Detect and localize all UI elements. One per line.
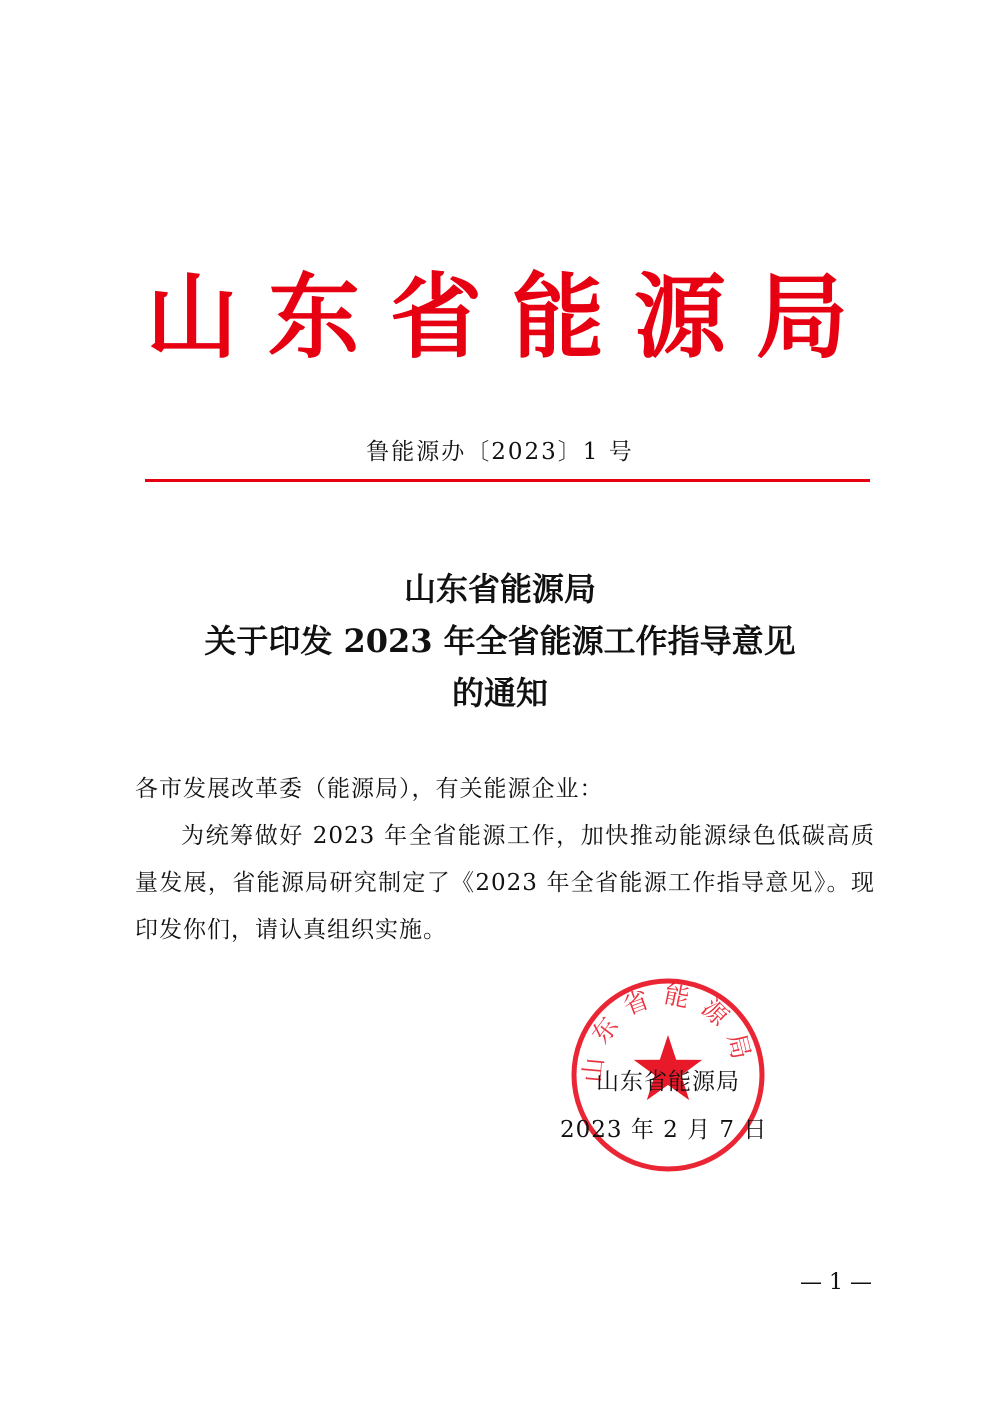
- signature-block: [560, 1058, 790, 1154]
- signature-date: 2023 年 2 月 7 日: [560, 1117, 768, 1143]
- document-title: [0, 563, 1000, 719]
- title-line-2: 关于印发 2023 年全省能源工作指导意见: [204, 622, 796, 660]
- body-paragraph: 为统筹做好 2023 年全省能源工作，加快推动能源绿色低碳高质量发展，省能源局研究制定了《2023 年全省能源工作指导意见》。现印发你们，请认真组织实施。: [135, 823, 875, 943]
- document-body: [135, 766, 875, 954]
- red-divider-line: [145, 479, 870, 482]
- title-line-3: 的通知: [451, 674, 548, 712]
- salutation: 各市发展改革委（能源局），有关能源企业：: [135, 776, 604, 802]
- masthead-title: 山东省能源局: [145, 263, 878, 371]
- document-number: 鲁能源办〔2023〕1 号: [366, 439, 634, 465]
- page-number: — 1 —: [800, 1270, 872, 1295]
- signature-org: 山东省能源局: [596, 1069, 740, 1095]
- title-line-1: 山东省能源局: [403, 570, 596, 608]
- seal-text: 山东省能源局: [577, 979, 759, 1084]
